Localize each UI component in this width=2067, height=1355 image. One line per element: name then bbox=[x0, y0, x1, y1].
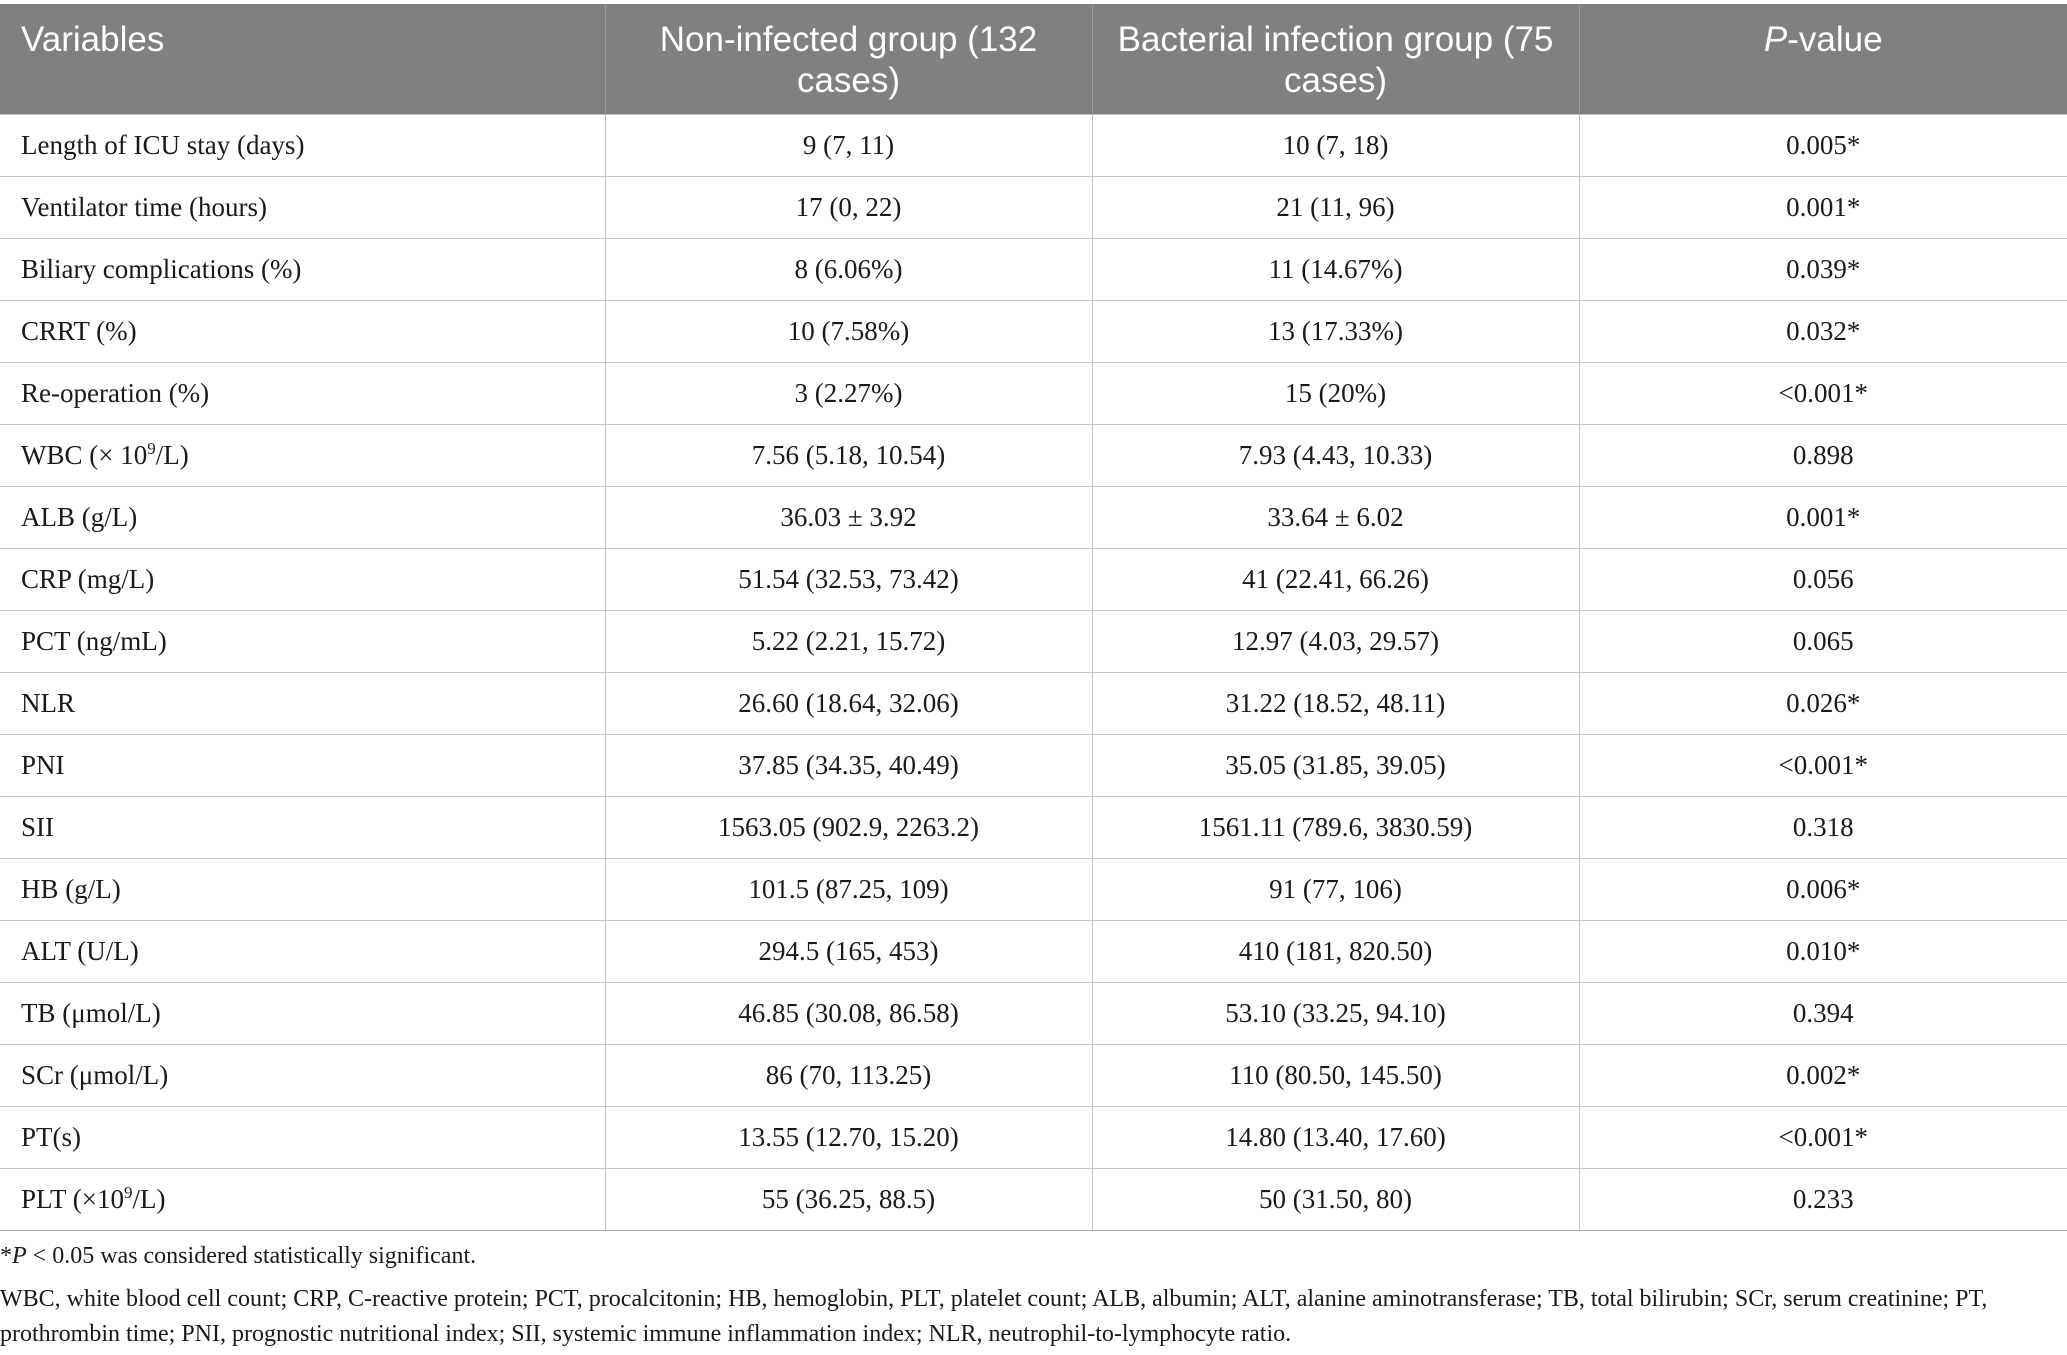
table-row bbox=[0, 1168, 2067, 1230]
table-row bbox=[0, 796, 2067, 858]
non-infected-value: 37.85 (34.35, 40.49) bbox=[605, 734, 1092, 796]
significance-star: * bbox=[0, 1243, 12, 1269]
p-value: 0.039* bbox=[1579, 238, 2067, 300]
p-value: 0.056 bbox=[1579, 548, 2067, 610]
variable-label: Ventilator time (hours) bbox=[0, 176, 605, 238]
variable-label: Length of ICU stay (days) bbox=[0, 114, 605, 176]
non-infected-value: 7.56 (5.18, 10.54) bbox=[605, 424, 1092, 486]
bacterial-infection-value: 53.10 (33.25, 94.10) bbox=[1092, 982, 1579, 1044]
p-value: 0.318 bbox=[1579, 796, 2067, 858]
bacterial-infection-value: 50 (31.50, 80) bbox=[1092, 1168, 1579, 1230]
p-value: 0.001* bbox=[1579, 176, 2067, 238]
p-value: <0.001* bbox=[1579, 734, 2067, 796]
table-body bbox=[0, 114, 2067, 1230]
variable-label: Biliary complications (%) bbox=[0, 238, 605, 300]
non-infected-value: 46.85 (30.08, 86.58) bbox=[605, 982, 1092, 1044]
header-p-italic: P bbox=[1763, 20, 1788, 59]
variable-label bbox=[0, 1168, 605, 1230]
bacterial-infection-value: 12.97 (4.03, 29.57) bbox=[1092, 610, 1579, 672]
p-value: 0.005* bbox=[1579, 114, 2067, 176]
header-p-rest: -value bbox=[1787, 20, 1883, 59]
header-row bbox=[0, 4, 2067, 114]
non-infected-value: 5.22 (2.21, 15.72) bbox=[605, 610, 1092, 672]
p-value: 0.010* bbox=[1579, 920, 2067, 982]
variable-label-prefix: PLT (×10 bbox=[21, 1184, 125, 1214]
table-row bbox=[0, 548, 2067, 610]
non-infected-value: 86 (70, 113.25) bbox=[605, 1044, 1092, 1106]
non-infected-value: 10 (7.58%) bbox=[605, 300, 1092, 362]
p-value: 0.233 bbox=[1579, 1168, 2067, 1230]
table-row bbox=[0, 486, 2067, 548]
table-row bbox=[0, 858, 2067, 920]
table-row bbox=[0, 238, 2067, 300]
table-row bbox=[0, 734, 2067, 796]
header-p-value bbox=[1579, 4, 2067, 114]
non-infected-value: 55 (36.25, 88.5) bbox=[605, 1168, 1092, 1230]
bacterial-infection-value: 14.80 (13.40, 17.60) bbox=[1092, 1106, 1579, 1168]
variable-label-exponent: 9 bbox=[124, 1183, 133, 1202]
bacterial-infection-value: 13 (17.33%) bbox=[1092, 300, 1579, 362]
bacterial-infection-value: 41 (22.41, 66.26) bbox=[1092, 548, 1579, 610]
non-infected-value: 26.60 (18.64, 32.06) bbox=[605, 672, 1092, 734]
bacterial-infection-value: 110 (80.50, 145.50) bbox=[1092, 1044, 1579, 1106]
variable-label: PT(s) bbox=[0, 1106, 605, 1168]
significance-text: < 0.05 was considered statistically significant. bbox=[26, 1243, 477, 1269]
variable-label: CRRT (%) bbox=[0, 300, 605, 362]
bacterial-infection-value: 410 (181, 820.50) bbox=[1092, 920, 1579, 982]
bacterial-infection-value: 33.64 ± 6.02 bbox=[1092, 486, 1579, 548]
p-value: 0.006* bbox=[1579, 858, 2067, 920]
header-variables: Variables bbox=[21, 20, 165, 59]
p-value: 0.032* bbox=[1579, 300, 2067, 362]
variable-label: NLR bbox=[0, 672, 605, 734]
non-infected-value: 51.54 (32.53, 73.42) bbox=[605, 548, 1092, 610]
bacterial-infection-value: 1561.11 (789.6, 3830.59) bbox=[1092, 796, 1579, 858]
variable-label: CRP (mg/L) bbox=[0, 548, 605, 610]
variable-label-suffix: /L) bbox=[132, 1184, 166, 1214]
non-infected-value: 17 (0, 22) bbox=[605, 176, 1092, 238]
p-value: <0.001* bbox=[1579, 1106, 2067, 1168]
table-row bbox=[0, 300, 2067, 362]
table-row bbox=[0, 920, 2067, 982]
table-row bbox=[0, 610, 2067, 672]
table-header bbox=[0, 4, 2067, 114]
table-row bbox=[0, 672, 2067, 734]
bacterial-infection-value: 91 (77, 106) bbox=[1092, 858, 1579, 920]
variable-label: ALT (U/L) bbox=[0, 920, 605, 982]
table-row bbox=[0, 176, 2067, 238]
significance-note bbox=[0, 1239, 2060, 1274]
p-value: 0.065 bbox=[1579, 610, 2067, 672]
variable-label-exponent: 9 bbox=[147, 439, 156, 458]
p-value: 0.394 bbox=[1579, 982, 2067, 1044]
variable-label bbox=[0, 424, 605, 486]
variable-label-prefix: WBC (× 10 bbox=[21, 440, 148, 470]
p-value: <0.001* bbox=[1579, 362, 2067, 424]
non-infected-value: 36.03 ± 3.92 bbox=[605, 486, 1092, 548]
table-row bbox=[0, 1106, 2067, 1168]
header-bacterial-infection: Bacterial infection group (75 cases) bbox=[1092, 4, 1579, 114]
variable-label-suffix: /L) bbox=[155, 440, 189, 470]
p-value: 0.002* bbox=[1579, 1044, 2067, 1106]
non-infected-value: 9 (7, 11) bbox=[605, 114, 1092, 176]
bacterial-infection-value: 10 (7, 18) bbox=[1092, 114, 1579, 176]
table-footnotes bbox=[0, 1239, 2060, 1352]
table-row bbox=[0, 114, 2067, 176]
non-infected-value: 3 (2.27%) bbox=[605, 362, 1092, 424]
p-value: 0.026* bbox=[1579, 672, 2067, 734]
non-infected-value: 101.5 (87.25, 109) bbox=[605, 858, 1092, 920]
table-row bbox=[0, 1044, 2067, 1106]
results-table-container bbox=[0, 4, 2067, 1231]
bacterial-infection-value: 21 (11, 96) bbox=[1092, 176, 1579, 238]
table-row bbox=[0, 362, 2067, 424]
variable-label: SCr (μmol/L) bbox=[0, 1044, 605, 1106]
table-row bbox=[0, 982, 2067, 1044]
non-infected-value: 1563.05 (902.9, 2263.2) bbox=[605, 796, 1092, 858]
bacterial-infection-value: 11 (14.67%) bbox=[1092, 238, 1579, 300]
p-value: 0.898 bbox=[1579, 424, 2067, 486]
header-non-infected: Non-infected group (132 cases) bbox=[605, 4, 1092, 114]
bacterial-infection-value: 35.05 (31.85, 39.05) bbox=[1092, 734, 1579, 796]
non-infected-value: 13.55 (12.70, 15.20) bbox=[605, 1106, 1092, 1168]
variable-label: Re-operation (%) bbox=[0, 362, 605, 424]
table-row bbox=[0, 424, 2067, 486]
abbreviations-note: WBC, white blood cell count; CRP, C-reactive protein; PCT, procalcitonin; HB, hemoglobin, PLT, platelet count; ALB, albumin; ALT, alanine aminotransferase; TB, total bilirubin; SCr, serum creatinine; PT, prothrombin time; PNI, prognostic nutritional index; SII, systemic immune inflammation index; NLR, neutrophil-to-lymphocyte ratio. bbox=[0, 1286, 1988, 1347]
results-table bbox=[0, 4, 2067, 1231]
variable-label: PCT (ng/mL) bbox=[0, 610, 605, 672]
variable-label: PNI bbox=[0, 734, 605, 796]
bacterial-infection-value: 15 (20%) bbox=[1092, 362, 1579, 424]
bacterial-infection-value: 7.93 (4.43, 10.33) bbox=[1092, 424, 1579, 486]
variable-label: ALB (g/L) bbox=[0, 486, 605, 548]
bacterial-infection-value: 31.22 (18.52, 48.11) bbox=[1092, 672, 1579, 734]
non-infected-value: 294.5 (165, 453) bbox=[605, 920, 1092, 982]
variable-label: TB (μmol/L) bbox=[0, 982, 605, 1044]
significance-p: P bbox=[12, 1243, 27, 1269]
variable-label: SII bbox=[0, 796, 605, 858]
non-infected-value: 8 (6.06%) bbox=[605, 238, 1092, 300]
variable-label: HB (g/L) bbox=[0, 858, 605, 920]
p-value: 0.001* bbox=[1579, 486, 2067, 548]
